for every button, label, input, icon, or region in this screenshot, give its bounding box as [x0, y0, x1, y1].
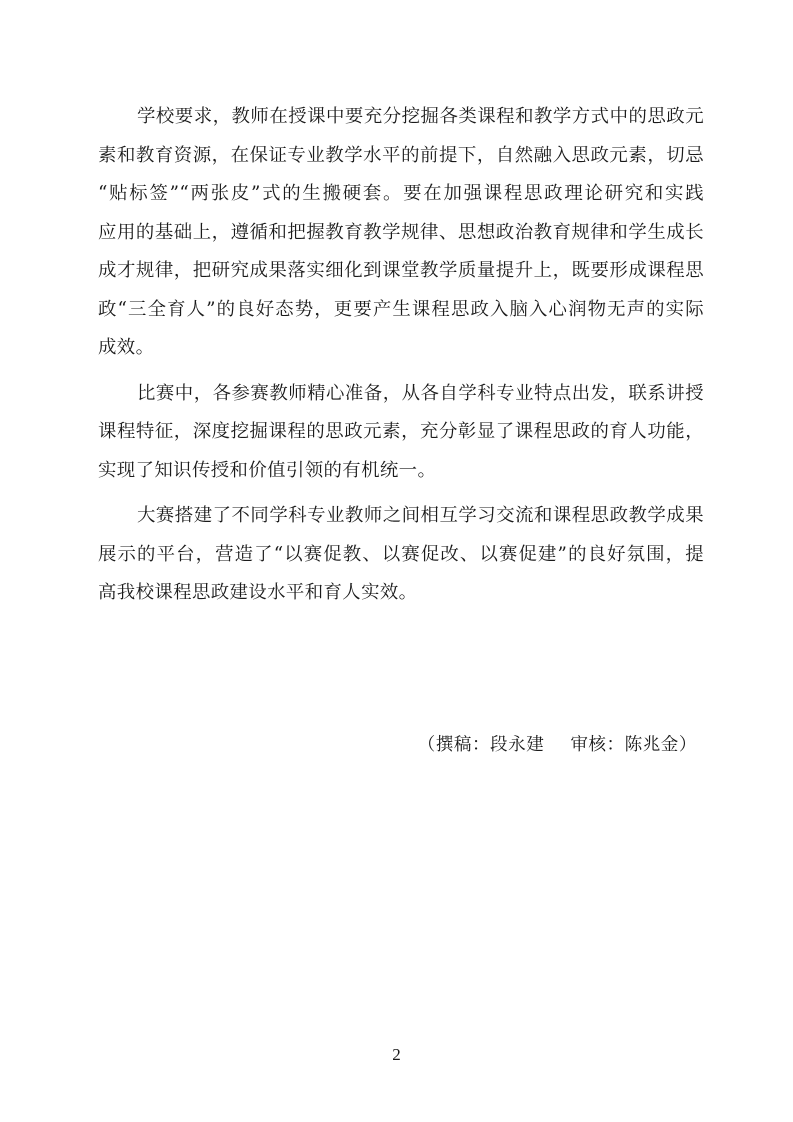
paragraph-line: 政“三全育人”的良好态势，更要产生课程思政入脑入心润物无声的实际 — [98, 298, 704, 320]
paragraph-school-requirements — [98, 98, 704, 368]
page-number: 2 — [392, 1045, 401, 1064]
document-body — [98, 98, 704, 613]
paragraph-line: 素和教育资源，在保证专业教学水平的前提下，自然融入思政元素，切忌 — [98, 144, 704, 166]
paragraph-line: 大赛搭建了不同学科专业教师之间相互学习交流和课程思政教学成果 — [137, 505, 704, 526]
paragraph-line: 实现了知识传授和价值引领的有机统一。 — [98, 459, 437, 481]
paragraph-competition — [98, 375, 704, 491]
signature-line — [418, 730, 697, 760]
paragraph-line: 学校要求，教师在授课中要充分挖掘各类课程和教学方式中的思政元 — [137, 106, 704, 127]
paragraph-line: “贴标签”“两张皮”式的生搬硬套。要在加强课程思政理论研究和实践 — [98, 183, 704, 204]
paragraph-line: 课程特征，深度挖掘课程的思政元素，充分彰显了课程思政的育人功能， — [98, 421, 704, 442]
paragraph-line: 成效。 — [98, 337, 155, 358]
paragraph-line: 应用的基础上，遵循和把握教育教学规律、思想政治教育规律和学生成长 — [98, 221, 704, 243]
paragraph-line: 比赛中，各参赛教师精心准备，从各自学科专业特点出发，联系讲授 — [137, 382, 704, 404]
paragraph-line: 高我校课程思政建设水平和育人实效。 — [98, 582, 418, 603]
reviewer-credit: 审核：陈兆金） — [570, 735, 697, 755]
paragraph-platform — [98, 497, 704, 613]
paragraph-line: 成才规律，把研究成果落实细化到课堂教学质量提升上，既要形成课程思 — [98, 260, 704, 281]
author-credit: （撰稿：段永建 — [417, 735, 545, 755]
paragraph-line: 展示的平台，营造了“以赛促教、以赛促改、以赛促建”的良好氛围，提 — [98, 543, 704, 565]
